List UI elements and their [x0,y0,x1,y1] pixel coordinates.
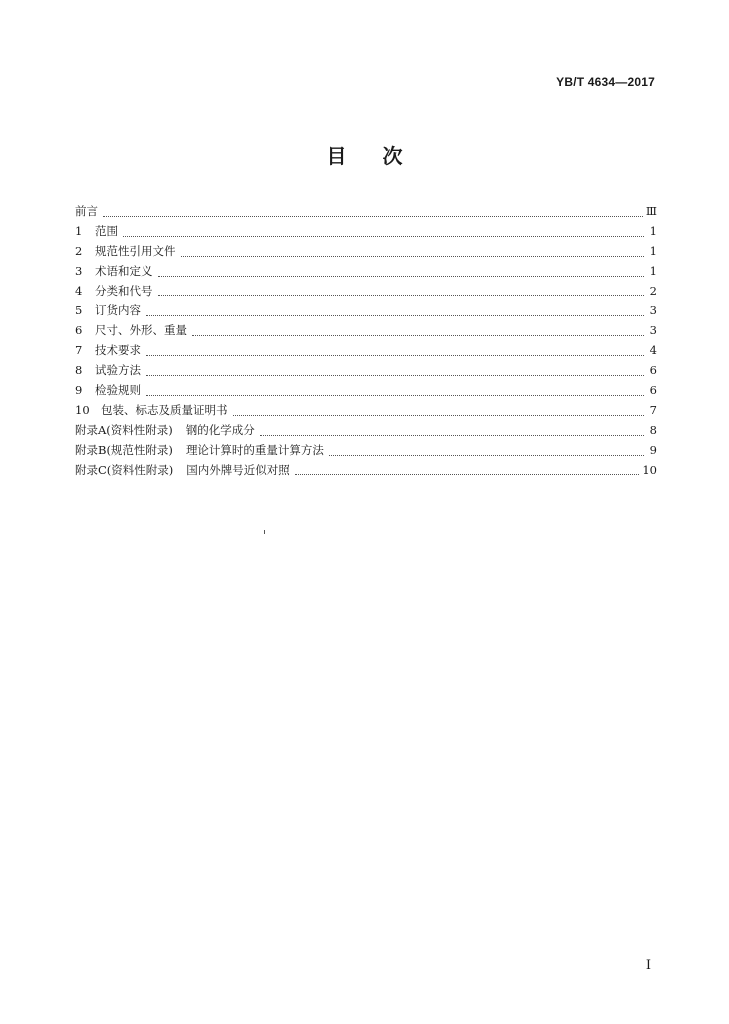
toc-entry-number: 10 [75,402,90,417]
toc-leader-dots [260,435,644,436]
toc-entry-number: 4 [75,283,83,298]
toc-entry-subtitle: 理论计算时的重量计算方法 [185,442,324,457]
toc-entry-10[interactable] [75,401,657,421]
table-of-contents [75,202,657,480]
toc-leader-dots [158,276,645,277]
toc-entry-label: 附录B(规范性附录) [75,442,173,457]
toc-entry-label: 术语和定义 [95,263,153,278]
toc-entry-page: 7 [649,402,657,417]
toc-entry-label: 检验规则 [95,383,141,398]
toc-leader-dots [103,216,643,217]
toc-entry-label: 包装、标志及质量证明书 [101,402,228,417]
toc-entry-subtitle: 国内外牌号近似对照 [186,462,290,477]
toc-entry-label: 范围 [95,223,118,238]
toc-entry-number: 5 [75,303,83,318]
toc-entry-3[interactable] [75,262,657,282]
toc-entry-page: 8 [649,422,657,437]
toc-entry-appendix-b[interactable] [75,441,657,461]
standard-code: YB/T 4634—2017 [556,75,655,89]
toc-entry-page: 6 [649,383,657,398]
toc-entry-7[interactable] [75,341,657,361]
toc-entry-page: 6 [649,363,657,378]
toc-entry-page: 9 [649,442,657,457]
toc-entry-page: 1 [649,243,657,258]
title-part-2: 次 [382,144,403,168]
toc-entry-page: Ⅲ [645,204,657,218]
toc-entry-number: 6 [75,323,83,338]
toc-entry-label: 尺寸、外形、重量 [95,323,187,338]
toc-leader-dots [146,355,644,356]
toc-entry-number: 1 [75,223,83,238]
toc-entry-page: 4 [649,343,657,358]
title-part-1: 目 [326,144,347,168]
toc-leader-dots [233,415,645,416]
toc-entry-page: 10 [642,462,657,477]
scan-speck [264,530,265,534]
toc-entry-2[interactable] [75,242,657,262]
toc-entry-appendix-c[interactable] [75,461,657,481]
toc-entry-number: 9 [75,383,83,398]
toc-entry-4[interactable] [75,282,657,302]
toc-leader-dots [146,315,644,316]
toc-entry-9[interactable] [75,381,657,401]
toc-entry-number: 3 [75,263,83,278]
toc-entry-label: 分类和代号 [95,283,153,298]
toc-entry-page: 2 [649,283,657,298]
toc-leader-dots [295,474,640,475]
toc-entry-label: 附录C(资料性附录) [75,462,174,477]
toc-entry-label: 订货内容 [95,303,141,318]
toc-leader-dots [146,395,644,396]
toc-entry-foreword[interactable] [75,202,657,222]
toc-leader-dots [329,455,644,456]
toc-entry-5[interactable] [75,301,657,321]
toc-entry-1[interactable] [75,222,657,242]
toc-entry-subtitle: 钢的化学成分 [185,422,255,437]
toc-entry-label: 规范性引用文件 [95,243,176,258]
toc-entry-page: 3 [649,303,657,318]
toc-entry-label: 附录A(资料性附录) [75,422,173,437]
toc-entry-page: 3 [649,323,657,338]
page-number: I [645,958,651,973]
toc-leader-dots [181,256,645,257]
toc-entry-6[interactable] [75,321,657,341]
toc-entry-label: 技术要求 [95,343,141,358]
toc-entry-8[interactable] [75,361,657,381]
toc-entry-number: 2 [75,243,83,258]
toc-entry-page: 1 [649,223,657,238]
toc-entry-page: 1 [649,263,657,278]
toc-leader-dots [123,236,644,237]
toc-leader-dots [192,335,644,336]
toc-entry-label: 前言 [75,204,98,218]
toc-entry-label: 试验方法 [95,363,141,378]
toc-entry-number: 7 [75,343,83,358]
toc-leader-dots [158,295,645,296]
page-title [0,140,729,169]
toc-leader-dots [146,375,644,376]
toc-entry-number: 8 [75,363,83,378]
toc-entry-appendix-a[interactable] [75,421,657,441]
